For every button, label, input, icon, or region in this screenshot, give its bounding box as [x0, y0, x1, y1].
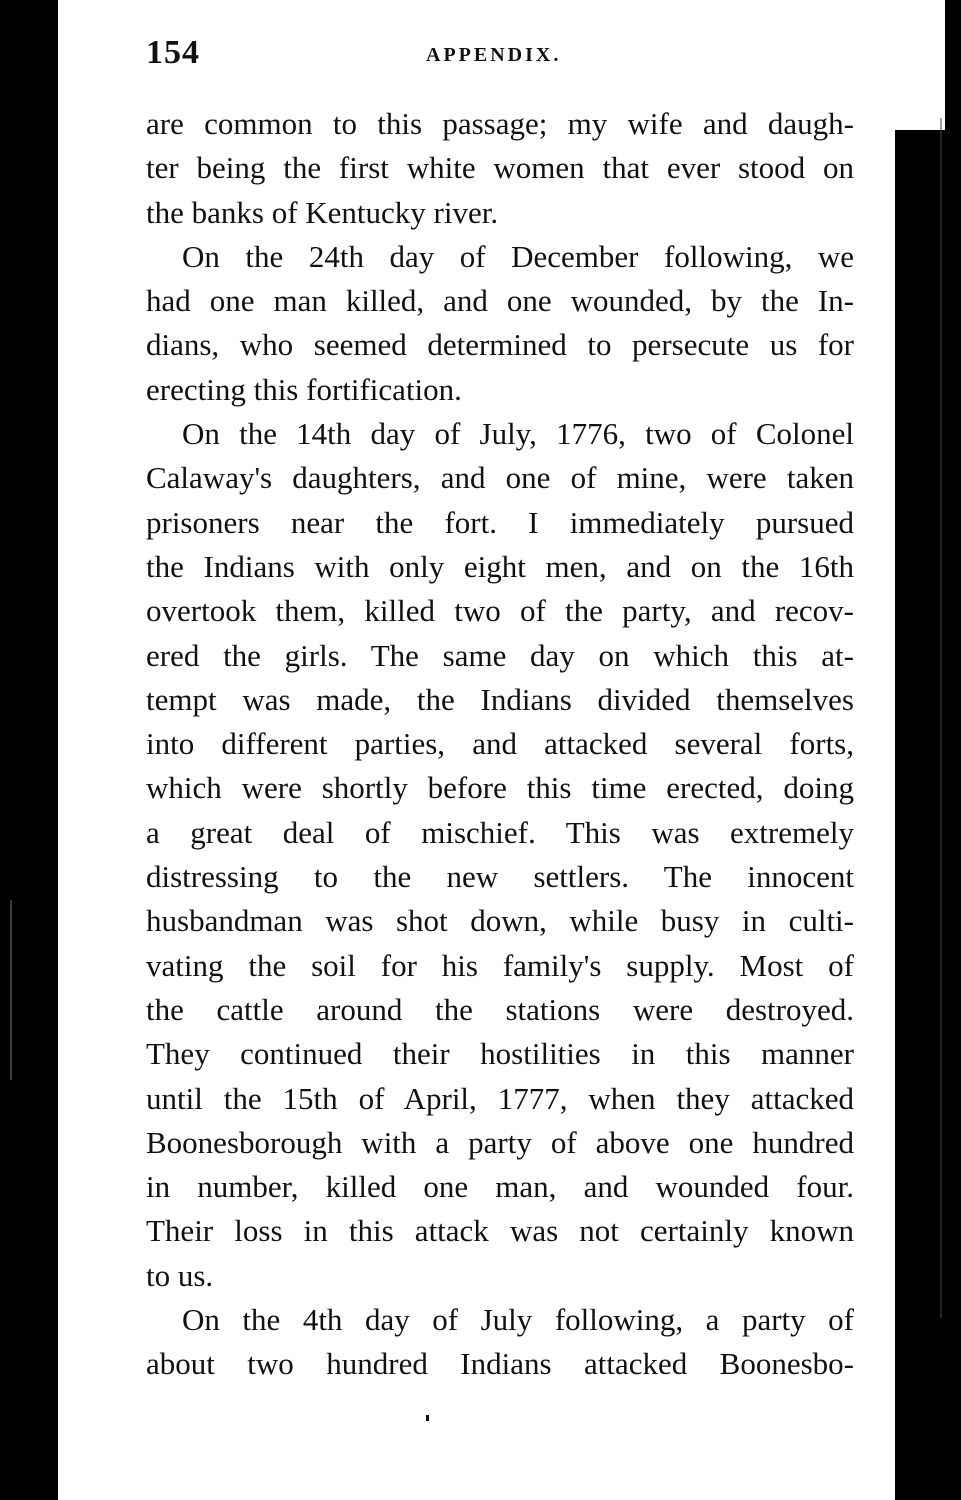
text-line: overtook them, killed two of the party, and recov- [146, 593, 854, 629]
text-line: vating the soil for his family's supply. Most of [146, 947, 854, 983]
text-line: Calaway's daughters, and one of mine, were taken [146, 460, 854, 496]
text-line: erecting this fortification. [146, 371, 462, 407]
text-line: are common to this passage; my wife and daugh- [146, 106, 854, 141]
text-line: Their loss in this attack was not certainly known [146, 1213, 854, 1249]
text-line: ered the girls. The same day on which this at- [146, 637, 854, 673]
text-line: into different parties, and attacked several forts, [146, 726, 854, 762]
text-line: in number, killed one man, and wounded four. [146, 1169, 854, 1205]
body-text [146, 102, 854, 1387]
text-line: husbandman was shot down, while busy in culti- [146, 903, 854, 939]
text-line: a great deal of mischief. This was extremely [146, 814, 854, 850]
scan-right-rule [940, 118, 942, 1318]
page-number: 154 [146, 34, 200, 71]
scan-right-shadow [895, 130, 961, 1500]
running-head: APPENDIX. [426, 44, 562, 66]
text-line: dians, who seemed determined to persecute us for [146, 327, 854, 363]
text-line: until the 15th of April, 1777, when they attacked [146, 1080, 854, 1116]
text-line: They continued their hostilities in this manner [146, 1036, 854, 1072]
text-line: Boonesborough with a party of above one hundred [146, 1124, 854, 1160]
paragraph-start-line: On the 24th day of December following, we [182, 238, 854, 274]
text-line: ter being the first white women that ever stood on [146, 150, 854, 186]
page-header [146, 28, 856, 78]
paragraph-start-line: On the 4th day of July following, a party of [182, 1302, 854, 1338]
text-line: the cattle around the stations were destroyed. [146, 991, 854, 1027]
text-line: the banks of Kentucky river. [146, 194, 499, 230]
text-line: tempt was made, the Indians divided themselves [146, 681, 854, 717]
text-line: prisoners near the fort. I immediately pursued [146, 504, 854, 540]
text-line: the Indians with only eight men, and on the 16th [146, 548, 854, 584]
paragraph-start-line: On the 14th day of July, 1776, two of Colonel [182, 416, 854, 452]
scan-right-shadow-top [945, 0, 961, 140]
text-line: had one man killed, and one wounded, by the In- [146, 283, 854, 319]
text-line: to us. [146, 1257, 214, 1293]
stray-ink-mark [426, 1415, 429, 1421]
scan-left-rule [10, 900, 12, 1080]
text-line: which were shortly before this time erected, doing [146, 770, 854, 806]
text-line: distressing to the new settlers. The innocent [146, 859, 854, 895]
text-line: about two hundred Indians attacked Boonesbo- [146, 1346, 854, 1382]
scan-left-shadow [0, 0, 58, 1500]
